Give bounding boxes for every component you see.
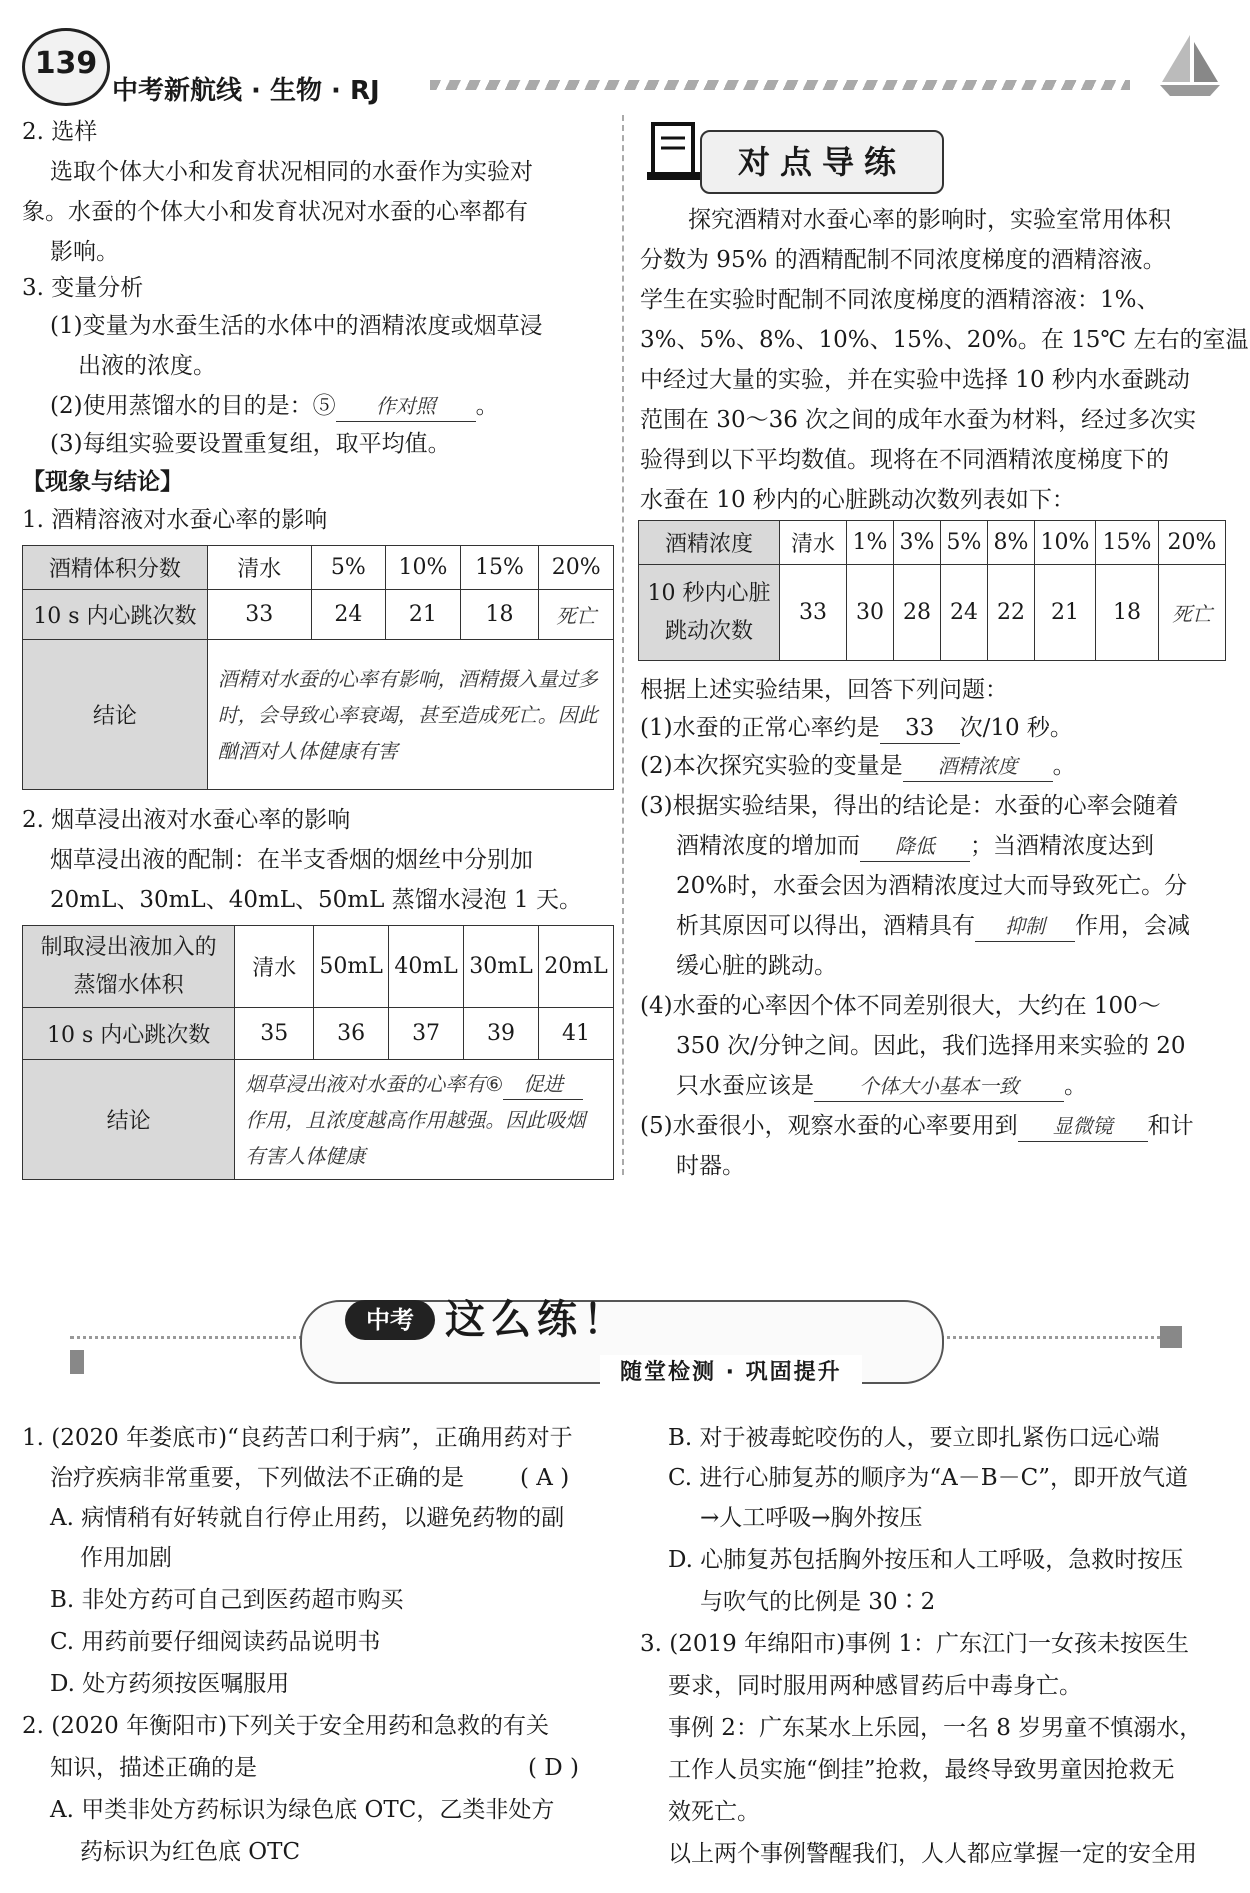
question-text: (2)本次探究实验的变量是 (640, 753, 903, 779)
text-line: →人工呼吸→胸外按压 (700, 1505, 923, 1531)
text-line: 以上两个事例警醒我们，人人都应掌握一定的安全用 (668, 1841, 1197, 1867)
banner-title: 这么练！ (445, 1297, 629, 1343)
text-line: 20mL、30mL、40mL、50mL 蒸馏水浸泡 1 天。 (50, 887, 582, 913)
text-line (50, 386, 499, 426)
question-text: 作用，会减 (1075, 913, 1190, 939)
answer-bracket: ( D ) (528, 1755, 580, 1781)
table-cell: 21 (1035, 565, 1096, 661)
table-cell: 24 (311, 590, 385, 640)
page-number: 139 (34, 46, 98, 81)
table-header: 8% (988, 521, 1035, 565)
text-line: C. 进行心肺复苏的顺序为“A－B－C”，即开放气道 (668, 1465, 1189, 1491)
question-text: 和计 (1147, 1113, 1194, 1139)
page-number-badge (22, 28, 110, 106)
text-line: 选取个体大小和发育状况相同的水蚕作为实验对 (50, 159, 533, 185)
text-line: B. 对于被毒蛇咬伤的人，要立即扎紧伤口远心端 (668, 1425, 1160, 1451)
table-header: 清水 (235, 926, 314, 1008)
table-cell: 10 s 内心跳次数 (23, 590, 208, 640)
question-text: (1)水蚕的正常心率约是 (640, 715, 880, 741)
text-line: D. 处方药须按医嘱服用 (50, 1671, 290, 1697)
text-line: 范围在 30～36 次之间的成年水蚕为材料，经过多次实 (640, 407, 1197, 433)
text-line: 与吹气的比例是 30∶2 (700, 1589, 936, 1615)
answer-blank: 酒精浓度 (903, 751, 1053, 782)
header-title: 中考新航线 · 生物 · RJ (112, 76, 380, 106)
text-line: 治疗疾病非常重要，下列做法不正确的是 (50, 1465, 464, 1491)
question-text: ；当酒精浓度达到 (970, 833, 1154, 859)
table-header: 50mL (314, 926, 389, 1008)
table-header: 10% (1035, 521, 1096, 565)
answer-blank: 33 (880, 713, 960, 744)
text-line: 缓心脏的跳动。 (676, 953, 837, 979)
question (676, 1066, 1087, 1106)
text-line: 探究酒精对水蚕心率的影响时，实验室常用体积 (688, 207, 1171, 233)
text-line: 中经过大量的实验，并在实验中选择 10 秒内水蚕跳动 (640, 367, 1190, 393)
text-line: 2. 烟草浸出液对水蚕心率的影响 (22, 807, 351, 833)
text-line: 根据上述实验结果，回答下列问题： (640, 677, 1008, 703)
text-line: 知识，描述正确的是 (50, 1755, 257, 1781)
tobacco-table (22, 925, 614, 1180)
table-cell: 37 (389, 1008, 464, 1060)
table-header: 10% (386, 546, 461, 590)
text-line: 作用加剧 (80, 1545, 172, 1571)
table-cell: 39 (464, 1008, 539, 1060)
text-line: 事例 2：广东某水上乐园，一名 8 岁男童不慎溺水， (668, 1715, 1203, 1741)
question-text: 。 (1052, 753, 1076, 779)
text-line: 要求，同时服用两种感冒药后中毒身亡。 (668, 1673, 1082, 1699)
text-line: 3. (2019 年绵阳市)事例 1：广东江门一女孩未按医生 (640, 1631, 1189, 1657)
table-header: 1% (847, 521, 894, 565)
text-line: B. 非处方药可自己到医药超市购买 (50, 1587, 404, 1613)
table-cell: 死亡 (539, 590, 614, 640)
banner-end-right (1160, 1326, 1182, 1348)
answer-blank: 作对照 (336, 391, 476, 422)
table-header: 清水 (780, 521, 847, 565)
question (640, 1106, 1194, 1146)
text-line: (3)每组实验要设置重复组，取平均值。 (50, 431, 451, 457)
question-text: (5)水蚕很小，观察水蚕的心率要用到 (640, 1113, 1018, 1139)
table-header: 15% (460, 546, 539, 590)
text-line: 时器。 (676, 1153, 745, 1179)
section-title: 对点导练 (700, 130, 944, 194)
conclusion-text (235, 1060, 614, 1180)
answer-blank: 显微镜 (1018, 1111, 1148, 1142)
banner-dots-left (70, 1336, 310, 1339)
text-line: 水蚕在 10 秒内的心脏跳动次数列表如下： (640, 487, 1075, 513)
text-line: 效死亡。 (668, 1799, 760, 1825)
question-text: 只水蚕应该是 (676, 1073, 814, 1099)
header-divider (430, 80, 1130, 90)
text-line: 象。水蚕的个体大小和发育状况对水蚕的心率都有 (22, 199, 528, 225)
text-line: C. 用药前要仔细阅读药品说明书 (50, 1629, 381, 1655)
table-cell: 21 (386, 590, 461, 640)
table-header: 酒精体积分数 (23, 546, 208, 590)
table-header: 20% (539, 546, 614, 590)
text-line: 出液的浓度。 (78, 353, 216, 379)
table-cell: 41 (539, 1008, 614, 1060)
text-line: 验得到以下平均数值。现将在不同酒精浓度梯度下的 (640, 447, 1169, 473)
text-line: 药标识为红色底 OTC (80, 1839, 301, 1865)
table-header: 30mL (464, 926, 539, 1008)
table-cell: 28 (894, 565, 941, 661)
table-header: 清水 (207, 546, 311, 590)
alcohol-concentration-table (638, 520, 1226, 661)
text-line: 3. 变量分析 (22, 275, 144, 301)
table-cell: 18 (460, 590, 539, 640)
question-text: 酒精浓度的增加而 (676, 833, 860, 859)
table-header: 20mL (539, 926, 614, 1008)
text-line: 影响。 (50, 239, 119, 265)
table-cell: 10 s 内心跳次数 (23, 1008, 235, 1060)
table-header: 制取浸出液加入的蒸馏水体积 (23, 926, 235, 1008)
question-text: 。 (1064, 1073, 1087, 1099)
text-line: 1. 酒精溶液对水蚕心率的影响 (22, 507, 328, 533)
table-header: 3% (894, 521, 941, 565)
table-cell: 10 秒内心脏跳动次数 (639, 565, 780, 661)
table-cell: 22 (988, 565, 1035, 661)
answer-blank: 个体大小基本一致 (814, 1071, 1064, 1102)
table-cell: 33 (780, 565, 847, 661)
answer-blank: 降低 (860, 831, 970, 862)
text-line: 工作人员实施“倒挂”抢救，最终导致男童因抢救无 (668, 1757, 1175, 1783)
text-line: (4)水蚕的心率因个体不同差别很大，大约在 100～ (640, 993, 1161, 1019)
text-line: D. 心肺复苏包括胸外按压和人工呼吸，急救时按压 (668, 1547, 1184, 1573)
conclusion-label: 结论 (23, 640, 208, 790)
ship-logo-icon (1150, 30, 1230, 100)
section-heading: 【现象与结论】 (22, 469, 183, 495)
question-text: (2)使用蒸馏水的目的是：⑤ (50, 393, 336, 419)
text-line: 3%、5%、8%、10%、15%、20%。在 15℃ 左右的室温 (640, 327, 1249, 353)
table-cell: 死亡 (1159, 565, 1226, 661)
conclusion-text: 酒精对水蚕的心率有影响，酒精摄入量过多时，会导致心率衰竭，甚至造成死亡。因此酗酒对人体健康有害 (207, 640, 613, 790)
banner-label: 中考 (345, 1300, 435, 1340)
text-line: 1. (2020 年娄底市)“良药苦口利于病”，正确用药对于 (22, 1425, 573, 1451)
text-line: 20%时，水蚕会因为酒精浓度过大而导致死亡。分 (676, 873, 1188, 899)
table-cell: 24 (941, 565, 988, 661)
text-line: 分数为 95% 的酒精配制不同浓度梯度的酒精溶液。 (640, 247, 1166, 273)
question (676, 826, 1154, 866)
table-header: 5% (311, 546, 385, 590)
question-text: 。 (475, 393, 499, 419)
question-text: 析其原因可以得出，酒精具有 (676, 913, 975, 939)
answer-blank: 抑制 (975, 911, 1075, 942)
text-line: (1)变量为水蚕生活的水体中的酒精浓度或烟草浸 (50, 313, 543, 339)
table-cell: 36 (314, 1008, 389, 1060)
column-divider (622, 115, 624, 1175)
conclusion-label: 结论 (23, 1060, 235, 1180)
question (640, 746, 1076, 786)
table-cell: 18 (1096, 565, 1159, 661)
text-line: 2. (2020 年衡阳市)下列关于安全用药和急救的有关 (22, 1713, 550, 1739)
question (676, 906, 1190, 946)
question-text: 次/10 秒。 (959, 715, 1073, 741)
table-cell: 35 (235, 1008, 314, 1060)
table-header: 5% (941, 521, 988, 565)
table-header: 酒精浓度 (639, 521, 780, 565)
text-line: 学生在实验时配制不同浓度梯度的酒精溶液：1%、 (640, 287, 1160, 313)
answer-blank: 促进 (503, 1069, 583, 1100)
banner-dots-right (930, 1336, 1160, 1339)
table-header: 15% (1096, 521, 1159, 565)
table-header: 40mL (389, 926, 464, 1008)
question (640, 708, 1073, 748)
banner-end-left (70, 1350, 84, 1374)
conclusion-part: 烟草浸出液对水蚕的心率有⑥ (245, 1071, 504, 1096)
text-line: A. 病情稍有好转就自行停止用药，以避免药物的副 (50, 1505, 565, 1531)
alcohol-table (22, 545, 614, 790)
text-line: 烟草浸出液的配制：在半支香烟的烟丝中分别加 (50, 847, 533, 873)
text-line: 2. 选样 (22, 119, 98, 145)
table-header: 20% (1159, 521, 1226, 565)
text-line: 350 次/分钟之间。因此，我们选择用来实验的 20 (676, 1033, 1186, 1059)
answer-bracket: ( A ) (520, 1465, 570, 1491)
table-cell: 30 (847, 565, 894, 661)
banner-subtitle: 随堂检测 · 巩固提升 (600, 1355, 862, 1391)
text-line: A. 甲类非处方药标识为绿色底 OTC，乙类非处方 (50, 1797, 555, 1823)
conclusion-part: 作用，且浓度越高作用越强。因此吸烟有害人体健康 (245, 1107, 586, 1168)
table-cell: 33 (207, 590, 311, 640)
text-line: (3)根据实验结果，得出的结论是：水蚕的心率会随着 (640, 793, 1179, 819)
